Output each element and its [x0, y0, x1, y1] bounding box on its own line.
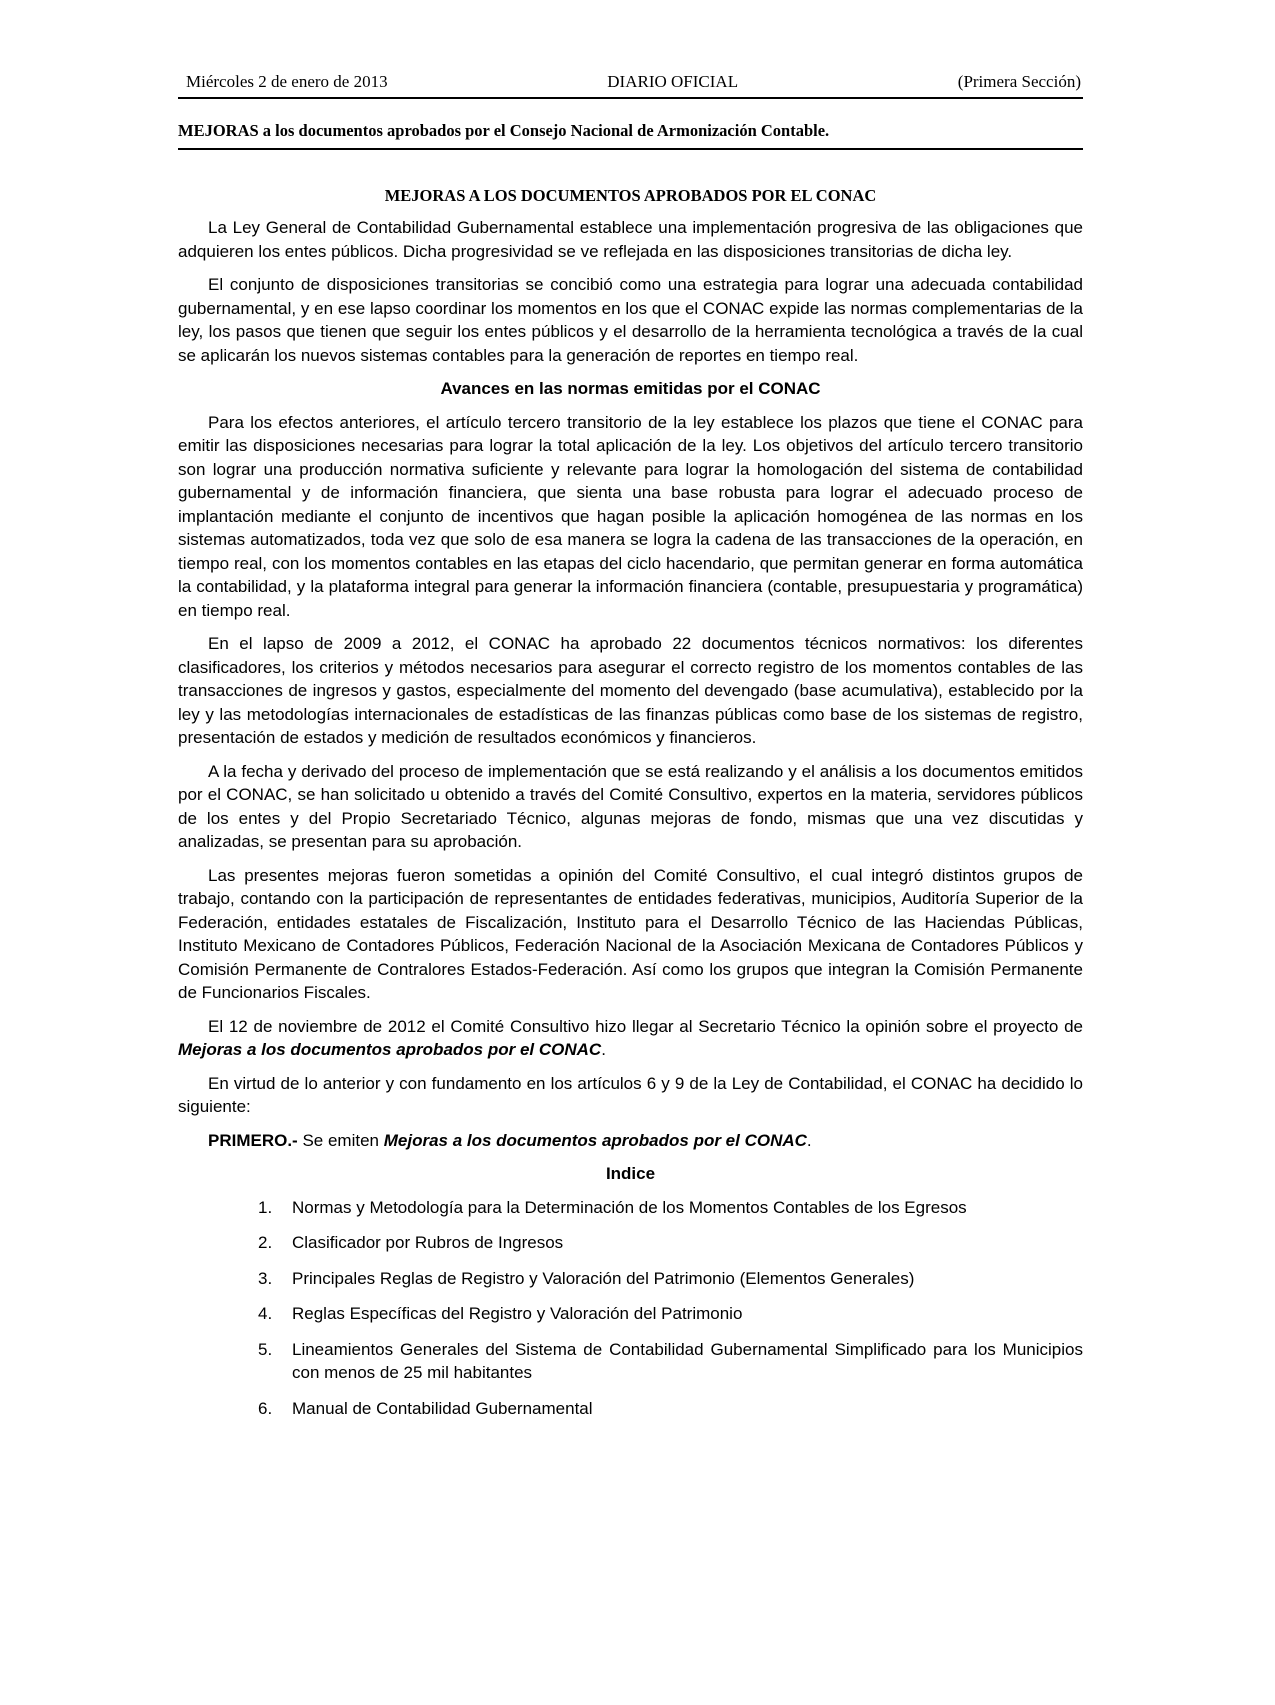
- body-paragraph: En el lapso de 2009 a 2012, el CONAC ha aprobado 22 documentos técnicos normativos: los diferentes clasificadores, los criterios y métodos necesarios para asegurar el correcto registro de los momentos contables de las transacciones de ingresos y gastos, especialmente del momento del devengado (base acumulativa), establecido por la ley y las metodologías internacionales de estadísticas de las finanzas públicas como base de los sistemas de registro, presentación de estados y medición de resultados económicos y financieros.: [178, 634, 1083, 747]
- intro-paragraph: La Ley General de Contabilidad Gubernamental establece una implementación progresiva de las obligaciones que adquieren los entes públicos. Dicha progresividad se ve reflejada en las disposiciones transitorias de dicha ley.: [178, 218, 1083, 261]
- index-item-text: Reglas Específicas del Registro y Valoración del Patrimonio: [292, 1304, 743, 1323]
- index-item: [258, 1231, 1083, 1255]
- opinion-end: .: [601, 1040, 606, 1059]
- body-paragraph: Las presentes mejoras fueron sometidas a opinión del Comité Consultivo, el cual integró distintos grupos de trabajo, contando con la participación de representantes de entidades federativas, municipios, Auditoría Superior de la Federación, entidades estatales de Fiscalización, Instituto para el Desarrollo Técnico de las Haciendas Públicas, Instituto Mexicano de Contadores Públicos, Federación Nacional de la Asociación Mexicana de Contadores Públicos y Comisión Permanente de Contralores Estados-Federación. Así como los grupos que integran la Comisión Permanente de Funcionarios Fiscales.: [178, 865, 1083, 1002]
- section-title: MEJORAS A LOS DOCUMENTOS APROBADOS POR EL CONAC: [384, 186, 877, 205]
- index-item-number: 4.: [258, 1304, 273, 1323]
- index-item: [258, 1338, 1083, 1385]
- subheading: Avances en las normas emitidas por el CONAC: [440, 379, 821, 398]
- resolution: [178, 1129, 1083, 1153]
- index-item-number: 6.: [258, 1398, 273, 1418]
- index-item: [258, 1267, 1083, 1291]
- index-item-text: Lineamientos Generales del Sistema de Contabilidad Gubernamental Simplificado para los Municipios con menos de 25 mil habitantes: [292, 1339, 1083, 1382]
- index-item-text: Principales Reglas de Registro y Valoración del Patrimonio (Elementos Generales): [292, 1268, 915, 1288]
- decision-paragraph: En virtud de lo anterior y con fundamento en los artículos 6 y 9 de la Ley de Contabilidad, el CONAC ha decidido lo siguiente:: [178, 1073, 1083, 1116]
- index-item: [258, 1196, 1083, 1220]
- body-paragraph: A la fecha y derivado del proceso de implementación que se está realizando y el análisis a los documentos emitidos por el CONAC, se han solicitado u obtenido a través del Comité Consultivo, expertos en la materia, servidores públicos de los entes y del Propio Secretariado Técnico, algunas mejoras de fondo, mismas que una vez discutidas y analizadas, se presentan para su aprobación.: [178, 761, 1083, 851]
- index-item-number: 1.: [258, 1197, 273, 1217]
- document-body: [178, 216, 1083, 1420]
- index-item: [258, 1302, 1083, 1326]
- opinion-paragraph: [178, 1015, 1083, 1062]
- opinion-emphasis: Mejoras a los documentos aprobados por el CONAC: [178, 1040, 602, 1059]
- running-header: [178, 72, 1083, 99]
- index-title: Indice: [605, 1164, 656, 1183]
- index-item: [258, 1397, 1083, 1421]
- intro-paragraph: El conjunto de disposiciones transitorias se concibió como una estrategia para lograr una adecuada contabilidad gubernamental, y en ese lapso coordinar los momentos en los que el CONAC expide las normas complementarias de la ley, los pasos que tienen que seguir los entes públicos y el desarrollo de la herramienta tecnológica a través de la cual se aplicarán los nuevos sistemas contables para la generación de reportes en tiempo real.: [178, 275, 1083, 365]
- index-item-text: Normas y Metodología para la Determinación de los Momentos Contables de los Egresos: [292, 1197, 967, 1217]
- document-page: [178, 72, 1083, 1432]
- index-item-number: 2.: [258, 1233, 273, 1252]
- header-section: (Primera Sección): [957, 72, 1081, 91]
- resolution-label: PRIMERO.-: [208, 1130, 298, 1150]
- resolution-emphasis: Mejoras a los documentos aprobados por el CONAC: [383, 1130, 807, 1150]
- index-item-number: 3.: [258, 1268, 273, 1288]
- document-title: MEJORAS a los documentos aprobados por el Consejo Nacional de Armonización Contable.: [178, 121, 1083, 150]
- header-date: Miércoles 2 de enero de 2013: [186, 72, 388, 91]
- index-item-number: 5.: [258, 1339, 273, 1359]
- header-publication: DIARIO OFICIAL: [607, 72, 739, 91]
- resolution-text: Se emiten: [297, 1130, 384, 1150]
- index-item-text: Manual de Contabilidad Gubernamental: [292, 1398, 593, 1418]
- index-item-text: Clasificador por Rubros de Ingresos: [292, 1233, 564, 1252]
- resolution-end: .: [806, 1130, 812, 1150]
- body-paragraph: Para los efectos anteriores, el artículo tercero transitorio de la ley establece los plazos que tiene el CONAC para emitir las disposiciones necesarias para lograr la total aplicación de la ley. Los objetivos del artículo tercero transitorio son lograr una producción normativa suficiente y relevante para lograr la homologación del sistema de contabilidad gubernamental y de información financiera, que sienta una base robusta para lograr el adecuado proceso de implantación mediante el conjunto de incentivos que hagan posible la aplicación homogénea de las normas en los sistemas automatizados, toda vez que solo de esa manera se logra la cadena de las transacciones de la operación, en tiempo real, con los momentos contables en las etapas del ciclo hacendario, que permitan generar en forma automática la contabilidad, y la plataforma integral para generar la información financiera (contable, presupuestaria y programática) en tiempo real.: [178, 412, 1083, 620]
- opinion-text: El 12 de noviembre de 2012 el Comité Consultivo hizo llegar al Secretario Técnico la opinión sobre el proyecto de: [208, 1016, 1083, 1036]
- index-list: [178, 1196, 1083, 1421]
